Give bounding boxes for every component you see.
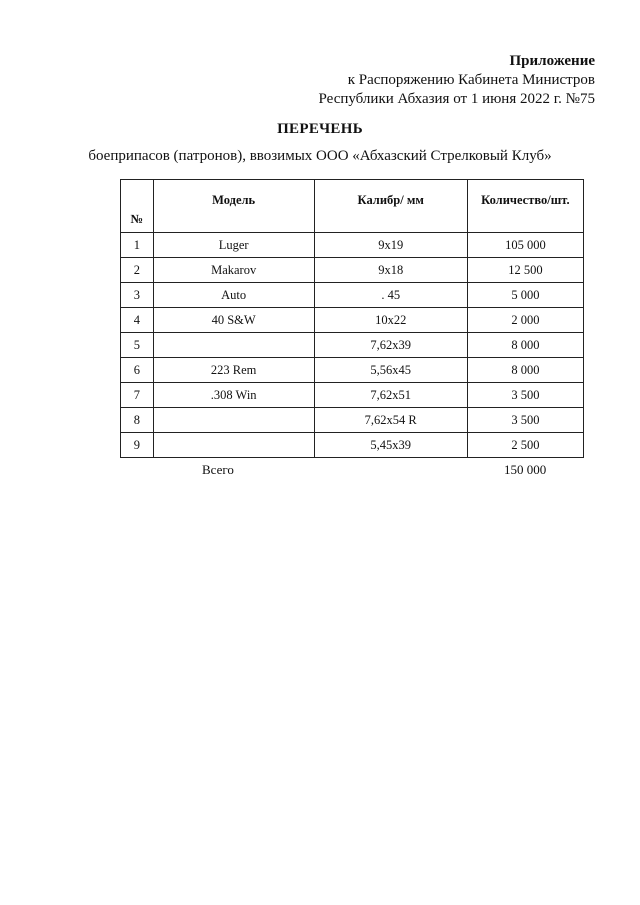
appendix-title: Приложение	[509, 53, 595, 69]
cell-model: Makarov	[153, 258, 314, 283]
table-row	[121, 358, 584, 383]
cell-quantity: 8 000	[467, 358, 583, 383]
table-row	[121, 233, 584, 258]
cell-number: 1	[121, 233, 154, 258]
cell-number: 9	[121, 433, 154, 458]
cell-model	[153, 333, 314, 358]
cell-caliber: 5,56x45	[314, 358, 467, 383]
table-row	[121, 408, 584, 433]
cell-model: Auto	[153, 283, 314, 308]
cell-number: 2	[121, 258, 154, 283]
cell-caliber: . 45	[314, 283, 467, 308]
table-row	[121, 433, 584, 458]
document-subtitle: боеприпасов (патронов), ввозимых ООО «Абхазский Стрелковый Клуб»	[88, 148, 552, 164]
total-label: Всего	[202, 462, 234, 477]
appendix-line-1: к Распоряжению Кабинета Министров	[347, 72, 595, 88]
header-caliber: Калибр/ мм	[314, 180, 467, 233]
header-model: Модель	[153, 180, 314, 233]
cell-quantity: 12 500	[467, 258, 583, 283]
cell-quantity: 2 000	[467, 308, 583, 333]
document-title: ПЕРЕЧЕНЬ	[277, 121, 363, 137]
table-row	[121, 308, 584, 333]
cell-quantity: 2 500	[467, 433, 583, 458]
cell-number: 6	[121, 358, 154, 383]
cell-model: Luger	[153, 233, 314, 258]
table-header-row	[121, 180, 584, 233]
table-row	[121, 333, 584, 358]
cell-quantity: 105 000	[467, 233, 583, 258]
cell-number: 5	[121, 333, 154, 358]
table-row	[121, 383, 584, 408]
table-row	[121, 283, 584, 308]
table-row	[121, 258, 584, 283]
cell-number: 4	[121, 308, 154, 333]
cell-caliber: 7,62x39	[314, 333, 467, 358]
cell-quantity: 5 000	[467, 283, 583, 308]
cell-caliber: 7,62x54 R	[314, 408, 467, 433]
appendix-block	[319, 52, 595, 109]
cell-caliber: 9x19	[314, 233, 467, 258]
cell-model: 223 Rem	[153, 358, 314, 383]
cell-number: 3	[121, 283, 154, 308]
total-value: 150 000	[504, 462, 547, 477]
cell-model: 40 S&W	[153, 308, 314, 333]
cell-caliber: 9x18	[314, 258, 467, 283]
cell-caliber: 5,45x39	[314, 433, 467, 458]
cell-quantity: 8 000	[467, 333, 583, 358]
cell-model	[153, 408, 314, 433]
cell-number: 7	[121, 383, 154, 408]
cell-model	[153, 433, 314, 458]
ammunition-table	[120, 179, 584, 458]
cell-caliber: 10x22	[314, 308, 467, 333]
appendix-line-2: Республики Абхазия от 1 июня 2022 г. №75	[318, 91, 595, 107]
cell-number: 8	[121, 408, 154, 433]
cell-quantity: 3 500	[467, 383, 583, 408]
cell-caliber: 7,62x51	[314, 383, 467, 408]
cell-model: .308 Win	[153, 383, 314, 408]
cell-quantity: 3 500	[467, 408, 583, 433]
header-quantity: Количество/шт.	[467, 180, 583, 233]
header-number: №	[121, 180, 154, 233]
